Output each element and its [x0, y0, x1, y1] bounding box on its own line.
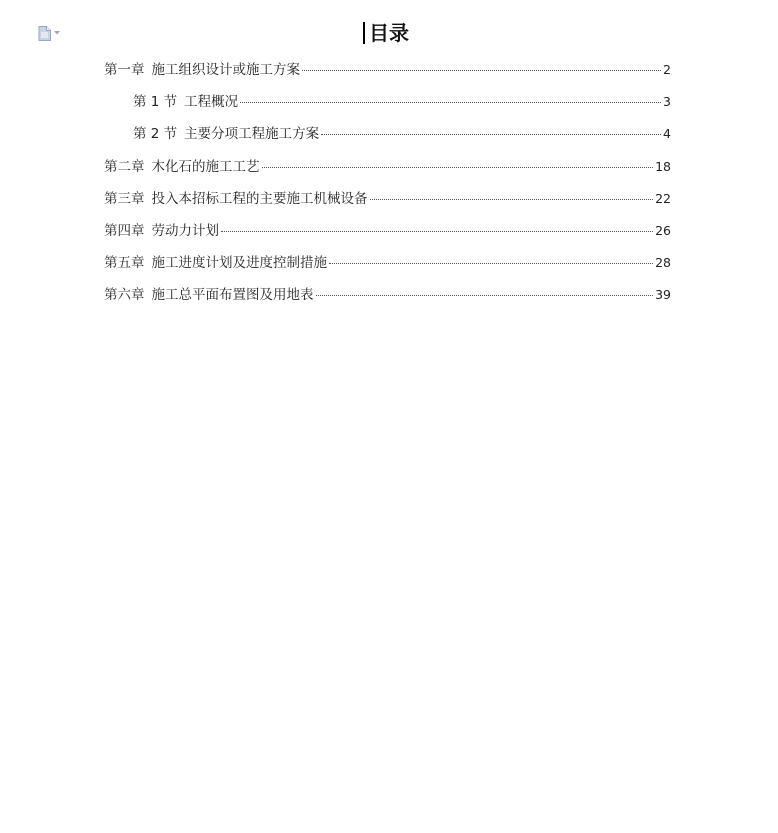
- toc-entry-number: 第 2 节: [133, 126, 178, 143]
- toc-entry-title: 木化石的施工工艺: [151, 158, 260, 175]
- toc-entry[interactable]: [104, 187, 671, 219]
- toc-entry-title: 主要分项工程施工方案: [184, 126, 320, 143]
- toc-dot-leader: [221, 231, 653, 232]
- toc-entry[interactable]: [104, 155, 671, 187]
- toc-entry-title: 工程概况: [184, 94, 239, 111]
- toc-dot-leader: [321, 134, 661, 135]
- toc-dot-leader: [316, 295, 654, 296]
- toc-entry-title: 投入本招标工程的主要施工机械设备: [151, 190, 368, 207]
- toc-dot-leader: [302, 70, 661, 71]
- toc-entry-page-number: 22: [655, 190, 671, 206]
- toc-entry-page-number: 18: [655, 158, 671, 174]
- toc-entry-number: 第三章: [104, 190, 145, 207]
- toc-entry-title: 施工组织设计或施工方案: [151, 62, 300, 78]
- toc-dot-leader: [329, 263, 653, 264]
- toc-entry-title: 劳动力计划: [151, 222, 219, 239]
- toc-entry-page-number: 3: [663, 94, 671, 110]
- toc-entry[interactable]: [104, 251, 671, 283]
- toc-entry-page-number: 28: [655, 255, 671, 271]
- toc-entry-page-number: 4: [663, 126, 671, 142]
- toc-entry[interactable]: [104, 283, 671, 315]
- toc-entry[interactable]: [104, 90, 671, 122]
- toc-entry-number: 第一章: [104, 62, 145, 78]
- toc-dot-leader: [262, 167, 654, 168]
- toc-dot-leader: [370, 199, 654, 200]
- toc-entry-title: 施工总平面布置图及用地表: [151, 287, 314, 304]
- page-title: 目录: [369, 21, 409, 45]
- toc-entry[interactable]: [104, 219, 671, 251]
- toc-entry-title: 施工进度计划及进度控制措施: [151, 255, 327, 272]
- toc-entry-number: 第六章: [104, 287, 145, 304]
- toc-entry-page-number: 39: [655, 287, 671, 303]
- toc-entry-number: 第四章: [104, 222, 145, 239]
- toc-dot-leader: [240, 102, 661, 103]
- toc-entry-number: 第 1 节: [133, 94, 178, 111]
- toc-entry-page-number: 26: [655, 222, 671, 238]
- toc-entry-number: 第二章: [104, 158, 145, 175]
- toc-entry-number: 第五章: [104, 255, 145, 272]
- toc-entry[interactable]: [104, 122, 671, 154]
- toc-entry-page-number: 2: [663, 62, 671, 77]
- table-of-contents: [104, 58, 671, 316]
- toc-entry[interactable]: [104, 58, 671, 90]
